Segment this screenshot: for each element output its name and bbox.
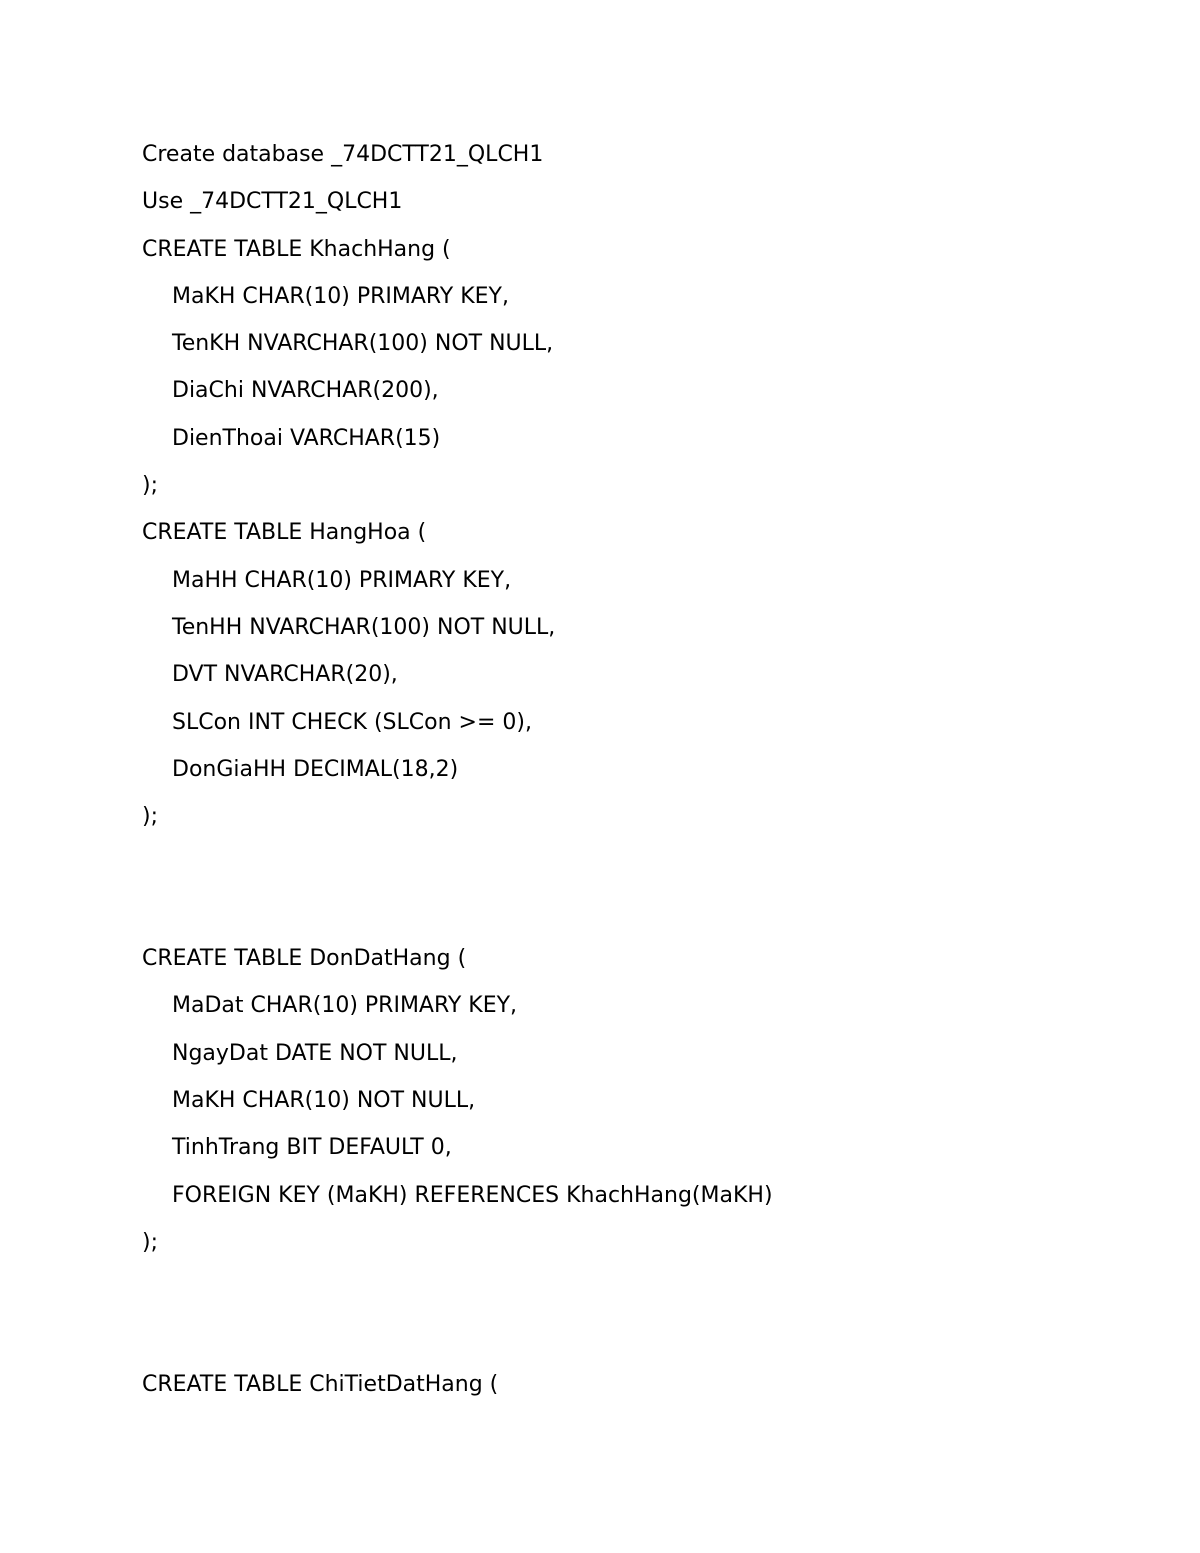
blank-line	[142, 888, 1142, 935]
document-line: MaHH CHAR(10) PRIMARY KEY,	[172, 567, 512, 593]
document-line: );	[142, 473, 158, 499]
document-line: );	[142, 1229, 158, 1255]
document-line: SLCon INT CHECK (SLCon >= 0),	[172, 709, 532, 735]
document-line: FOREIGN KEY (MaKH) REFERENCES KhachHang(MaKH)	[172, 1182, 773, 1208]
document-line: MaKH CHAR(10) NOT NULL,	[172, 1087, 476, 1113]
document-line: MaDat CHAR(10) PRIMARY KEY,	[172, 993, 518, 1019]
blank-line	[142, 840, 1142, 887]
document-line: );	[142, 804, 158, 830]
document-line: TenHH NVARCHAR(100) NOT NULL,	[172, 614, 556, 640]
document-body	[142, 131, 1142, 1408]
document-line: CREATE TABLE KhachHang (	[142, 236, 451, 262]
document-line: DiaChi NVARCHAR(200),	[172, 378, 439, 404]
document-line: Create database _74DCTT21_QLCH1	[142, 142, 544, 167]
document-line: TenKH NVARCHAR(100) NOT NULL,	[172, 331, 554, 357]
document-line: CREATE TABLE HangHoa (	[142, 520, 427, 546]
document-line: MaKH CHAR(10) PRIMARY KEY,	[172, 283, 509, 309]
blank-line	[142, 1266, 1142, 1313]
document-line: CREATE TABLE ChiTietDatHang (	[142, 1371, 499, 1397]
document-line: DienThoai VARCHAR(15)	[172, 425, 441, 451]
document-line: CREATE TABLE DonDatHang (	[142, 946, 467, 972]
document-line: Use _74DCTT21_QLCH1	[142, 189, 403, 215]
document-line: NgayDat DATE NOT NULL,	[172, 1040, 458, 1066]
document-line: DVT NVARCHAR(20),	[172, 662, 398, 688]
document-line: DonGiaHH DECIMAL(18,2)	[172, 756, 459, 782]
document-line: TinhTrang BIT DEFAULT 0,	[172, 1135, 452, 1161]
blank-line	[142, 1313, 1142, 1360]
